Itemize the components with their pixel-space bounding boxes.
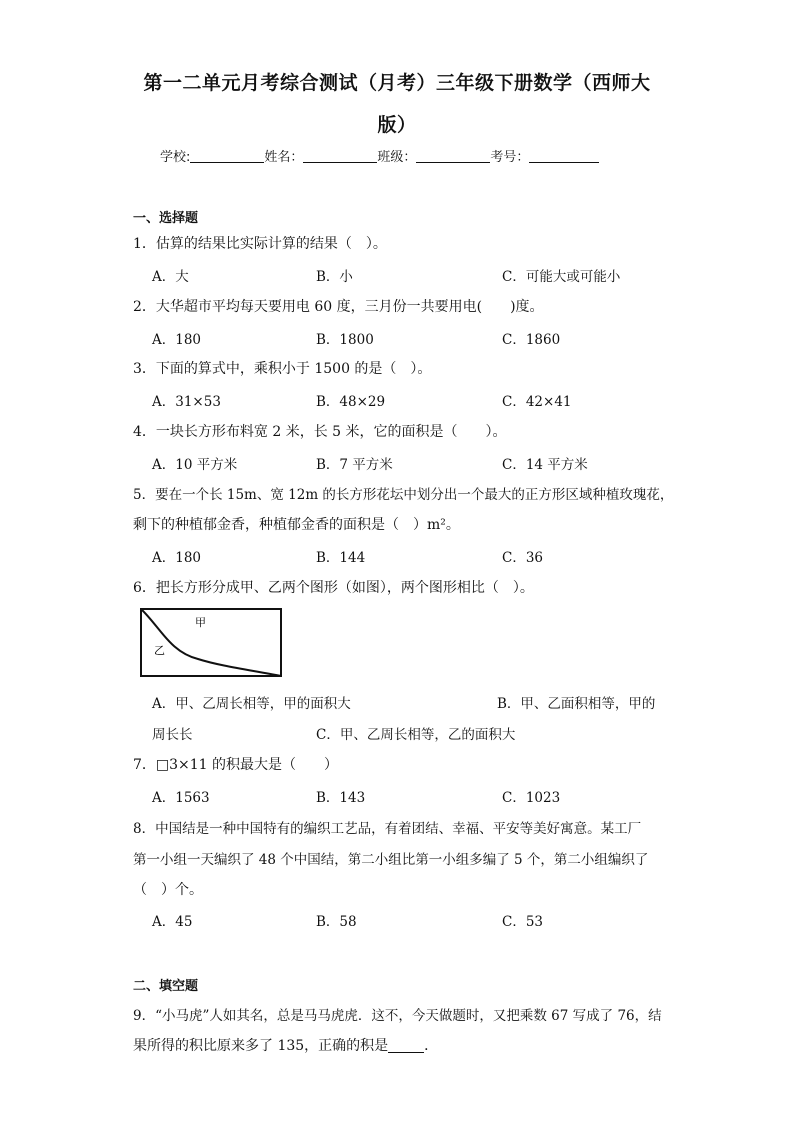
question-2: 2．大华超市平均每天要用电 60 度，三月份一共要用电( )度。	[133, 299, 544, 315]
question-8-line-2: 第一小组一天编织了 48 个中国结，第二小组比第一小组多编了 5 个，第二小组编织了	[133, 852, 649, 868]
q7-option-b[interactable]: B．143	[316, 790, 366, 806]
diagram-dividing-curve	[141, 609, 281, 676]
label-jia: 甲	[195, 616, 206, 629]
q2-option-b[interactable]: B．1800	[316, 332, 374, 348]
q3-option-a[interactable]: A．31×53	[152, 394, 221, 410]
question-9-period: ．	[424, 1038, 439, 1054]
q4-option-c[interactable]: C．14 平方米	[502, 457, 588, 473]
label-yi: 乙	[154, 644, 165, 657]
question-5-line-2: 剩下的种植郁金香，种植郁金香的面积是（ ）m²。	[133, 517, 460, 533]
q8-option-c[interactable]: C．53	[502, 914, 544, 930]
q7-option-c[interactable]: C．1023	[502, 790, 561, 806]
q3-option-c[interactable]: C．42×41	[502, 394, 572, 410]
title-line-1: 第一二单元月考综合测试（月考）三年级下册数学（西师大	[143, 72, 651, 94]
school-label: 学校:	[160, 150, 191, 165]
q2-option-c[interactable]: C．1860	[502, 332, 561, 348]
q8-option-a[interactable]: A．45	[152, 914, 193, 930]
school-field[interactable]	[190, 150, 264, 163]
q7-option-a[interactable]: A．1563	[152, 790, 210, 806]
question-9-line-2	[133, 1035, 438, 1055]
q5-option-b[interactable]: B．144	[316, 550, 366, 566]
question-7: 7．□3×11 的积最大是（ ）	[133, 757, 339, 773]
q2-option-a[interactable]: A．180	[152, 332, 202, 348]
q6-option-a[interactable]: A．甲、乙周长相等，甲的面积大	[152, 696, 351, 712]
rectangle-diagram	[140, 607, 285, 679]
section-title-fill-blank: 二、填空题	[133, 979, 199, 994]
q6-option-b[interactable]: B．甲、乙面积相等，甲的	[497, 696, 656, 712]
question-5-line-1: 5．要在一个长 15m、宽 12m 的长方形花坛中划分出一个最大的正方形区域种植玫瑰花，	[133, 487, 674, 503]
title-line-2: 版）	[377, 114, 417, 136]
question-4: 4．一块长方形布料宽 2 米，长 5 米，它的面积是（ ）。	[133, 424, 507, 440]
question-8-line-1: 8．中国结是一种中国特有的编织工艺品，有着团结、幸福、平安等美好寓意。某工厂	[133, 821, 642, 837]
question-8-line-3: （ ）个。	[133, 882, 203, 898]
q8-option-b[interactable]: B．58	[316, 914, 357, 930]
q1-option-b[interactable]: B．小	[316, 269, 353, 285]
q1-option-c[interactable]: C．可能大或可能小	[502, 269, 621, 285]
question-9-text: 果所得的积比原来多了 135，正确的积是	[133, 1038, 389, 1054]
number-label: 考号：	[490, 150, 530, 165]
q4-option-b[interactable]: B．7 平方米	[316, 457, 393, 473]
q6-option-c[interactable]: C．甲、乙周长相等，乙的面积大	[316, 727, 516, 743]
diagram-rectangle	[141, 609, 281, 676]
q4-option-a[interactable]: A．10 平方米	[152, 457, 238, 473]
section-title-choice: 一、选择题	[133, 211, 199, 226]
q9-answer-blank[interactable]	[388, 1038, 424, 1053]
q3-option-b[interactable]: B．48×29	[316, 394, 386, 410]
name-label: 姓名：	[264, 150, 304, 165]
q5-option-a[interactable]: A．180	[152, 550, 202, 566]
exam-number-field[interactable]	[529, 150, 599, 163]
page-title	[120, 62, 674, 146]
name-field[interactable]	[303, 150, 377, 163]
q6-option-b-continued: 周长长	[152, 727, 193, 743]
q5-option-c[interactable]: C．36	[502, 550, 544, 566]
question-9-line-1: 9．“小马虎”人如其名，总是马马虎虎．这不，今天做题时，又把乘数 67 写成了 76，结	[133, 1008, 662, 1024]
student-info-line	[160, 146, 640, 165]
question-3: 3．下面的算式中，乘积小于 1500 的是（ ）。	[133, 361, 432, 377]
question-1: 1．估算的结果比实际计算的结果（ ）。	[133, 236, 387, 252]
question-6: 6．把长方形分成甲、乙两个图形（如图），两个图形相比（ ）。	[133, 580, 534, 596]
class-field[interactable]	[416, 150, 490, 163]
class-label: 班级：	[377, 150, 417, 165]
q1-option-a[interactable]: A．大	[152, 269, 189, 285]
